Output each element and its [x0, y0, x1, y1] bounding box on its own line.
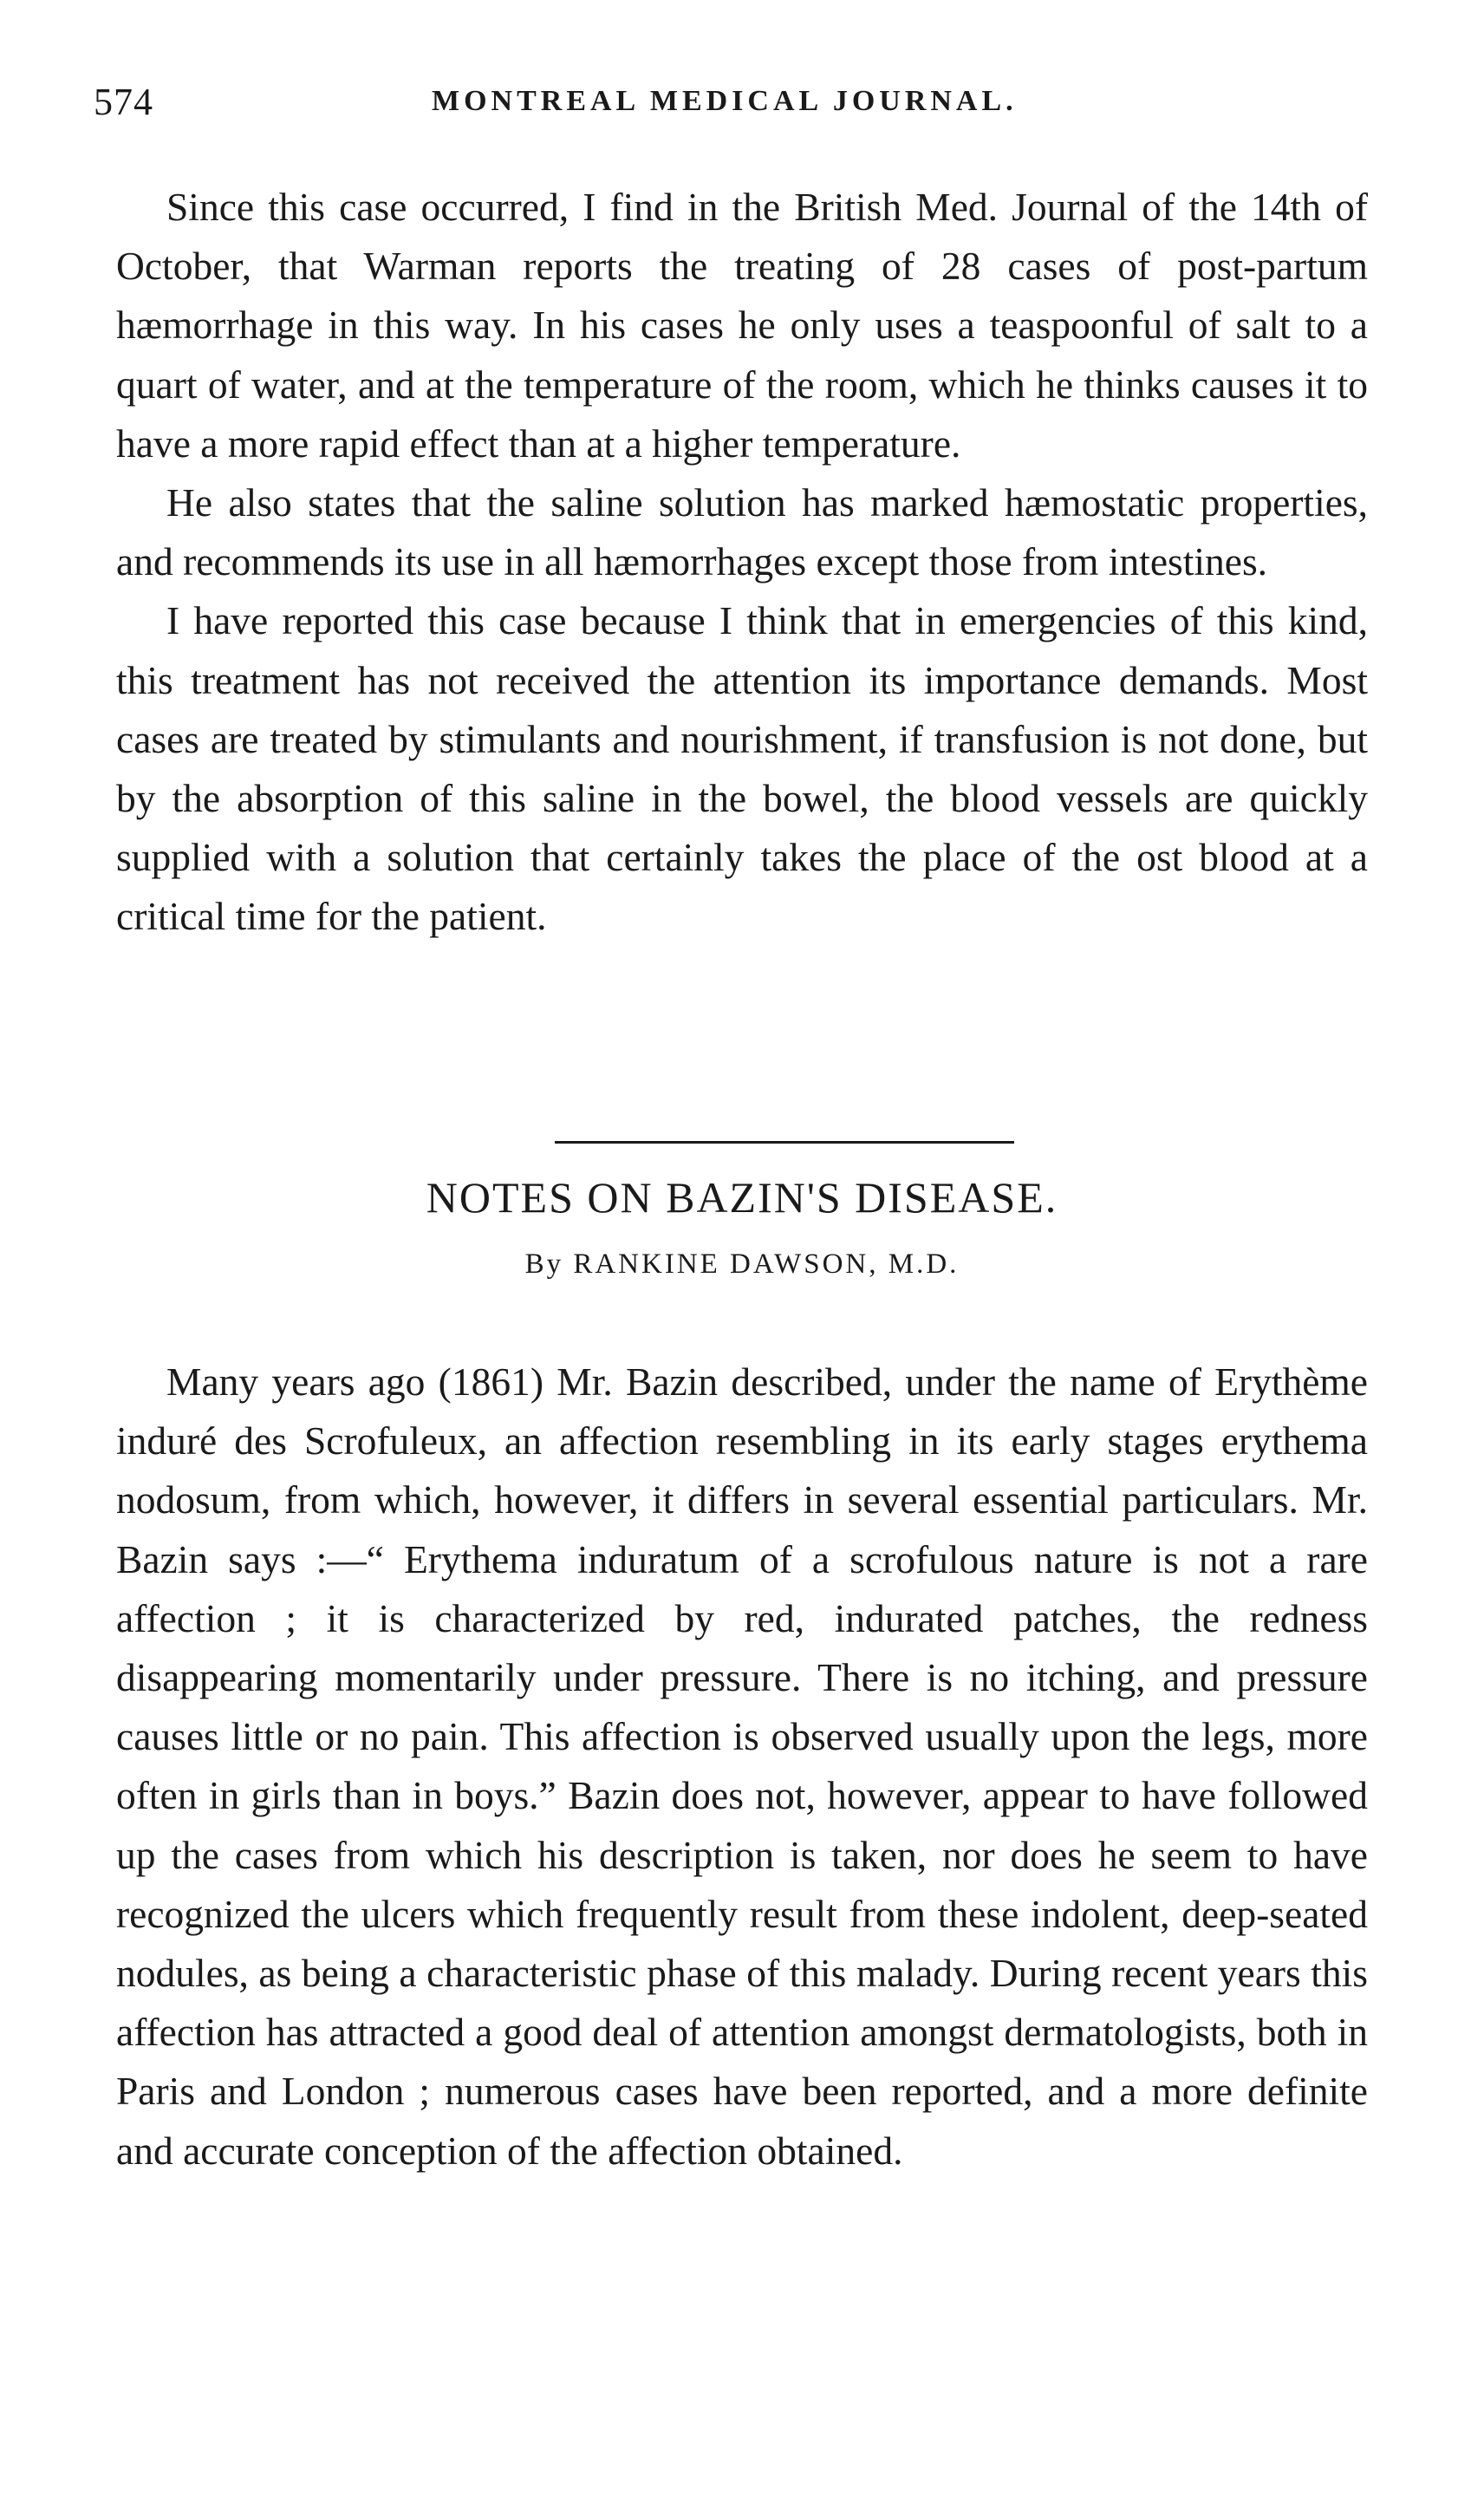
paragraph: Since this case occurred, I find in the British Med. Journal of the 14th of October, that Warman reports the treating of 28 cases of post-partum hæmorrhage in this way. In his cases he only uses a teaspoonful of salt to a quart of water, and at the temperature of the room, which he thinks causes it to have a more rapid effect than at a higher temperature. — [116, 185, 1368, 466]
article-title: NOTES ON BAZIN'S DISEASE. — [426, 1173, 1058, 1222]
paragraph: I have reported this case because I think that in emergencies of this kind, this treatment has not received the attention its importance demands. Most cases are treated by stimulants and nourishment, if transfusion is not done, but by the absorption of this saline in the bowel, the blood vessels are quickly supplied with a solution that certainly takes the place of the ost blood at a critical time for the patient. — [116, 598, 1368, 939]
article-byline: By RANKINE DAWSON, M.D. — [524, 1248, 960, 1280]
running-head — [94, 80, 1368, 132]
section-divider — [555, 1141, 1014, 1144]
previous-article-text — [116, 178, 1368, 947]
journal-title: MONTREAL MEDICAL JOURNAL. — [432, 85, 1018, 117]
paragraph: He also states that the saline solution has marked hæmostatic properties, and recommends its use in all hæmorrhages except those from intestines. — [116, 480, 1368, 584]
paragraph: Many years ago (1861) Mr. Bazin described, under the name of Erythème induré des Scrofuleux, an affection resembling in its early stages erythema nodosum, from which, however, it differs in several essential particulars. Mr. Bazin says :—“ Erythema induratum of a scrofulous nature is not a rare affection ; it is characterized by red, indurated patches, the redness disappearing momentarily under pressure. There is no itching, and pressure causes little or no pain. This affection is observed usually upon the legs, more often in girls than in boys.” Bazin does not, however, appear to have followed up the cases from which his description is taken, nor does he seem to have recognized the ulcers which frequently result from these indolent, deep-seated nodules, as being a characteristic phase of this malady. During recent years this affection has attracted a good deal of attention amongst dermatologists, both in Paris and London ; numerous cases have been reported, and a more definite and accurate conception of the affection obtained. — [116, 1359, 1368, 2173]
page-number: 574 — [94, 81, 153, 123]
article-body — [116, 1353, 1368, 2181]
